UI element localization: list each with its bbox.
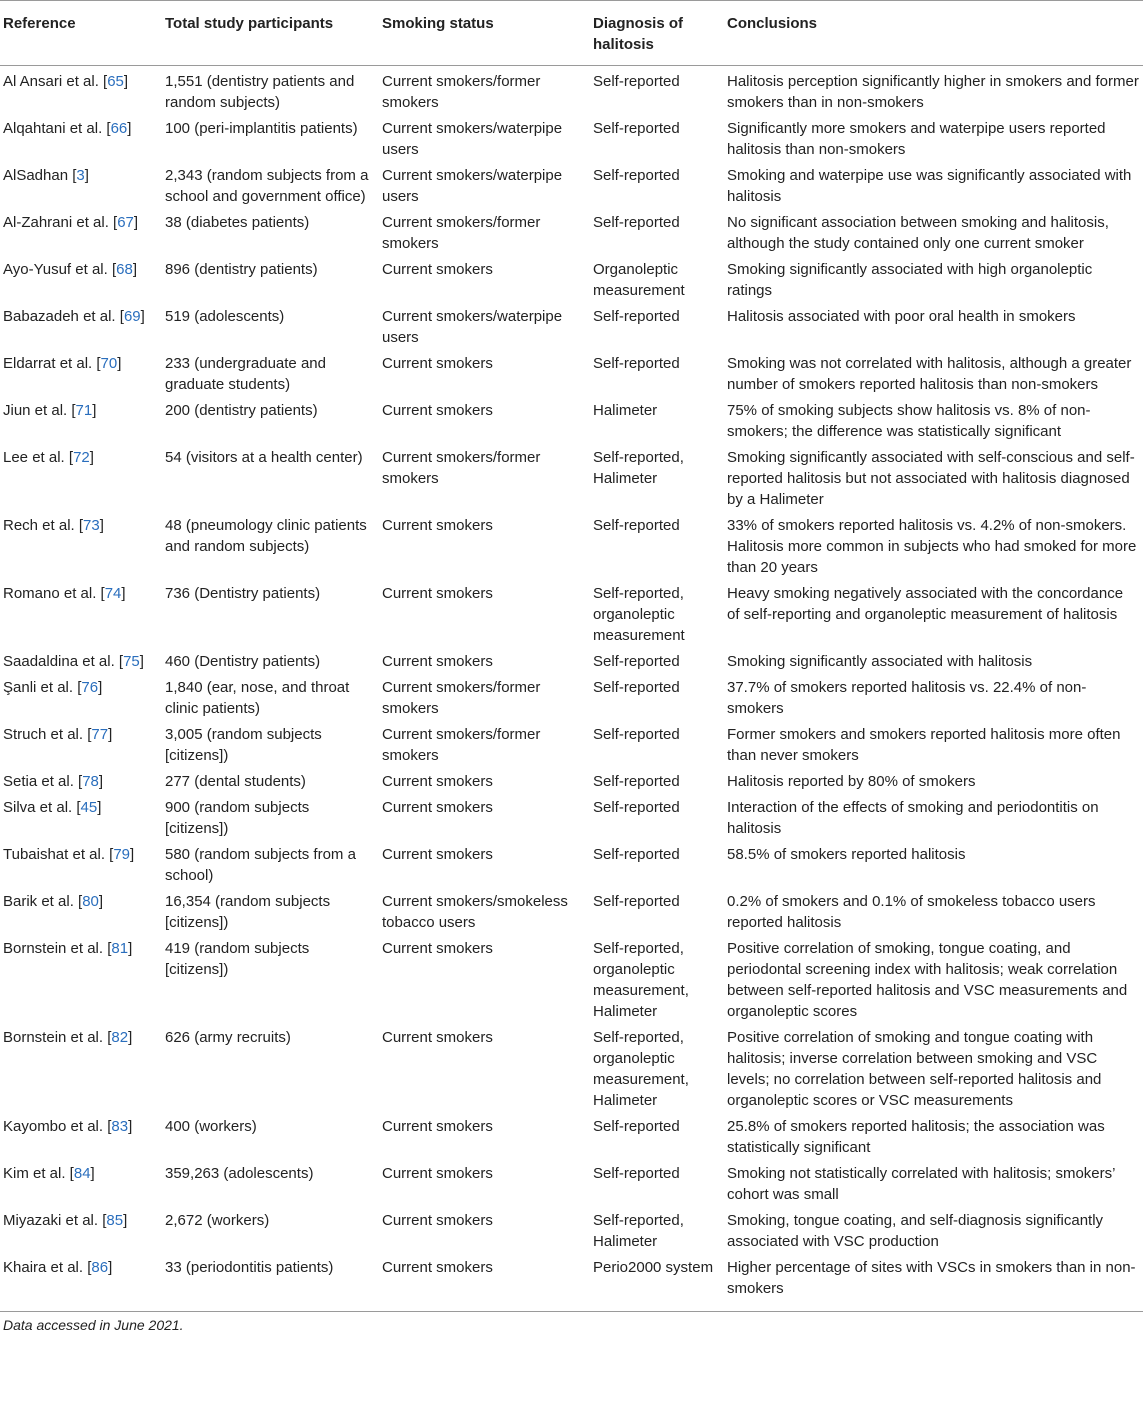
reference-link[interactable]: 84 — [73, 1165, 91, 1182]
cell-conclusions: Smoking, tongue coating, and self-diagnosis significantly associated with VSC production — [727, 1212, 1104, 1250]
cell-conclusions: Smoking significantly associated with halitosis — [727, 653, 1033, 670]
cell-smoking-status: Current smokers/waterpipe users — [382, 308, 563, 346]
reference-link[interactable]: 69 — [123, 308, 141, 325]
cell-smoking-status: Current smokers — [382, 1165, 493, 1182]
cell-reference — [0, 510, 162, 578]
cell-participants: 233 (undergraduate and graduate students) — [165, 355, 326, 393]
cell-reference — [0, 301, 162, 348]
cell-conclusions: 33% of smokers reported halitosis vs. 4.2% of non-smokers. Halitosis more common in subjects who had smoked for more than 20 years — [727, 517, 1137, 576]
reference-author: Bornstein et al. [ — [3, 940, 112, 957]
reference-author: Saadaldina et al. [ — [3, 653, 124, 670]
reference-bracket: ] — [128, 1029, 133, 1046]
cell-smoking-status: Current smokers/former smokers — [382, 679, 541, 717]
cell-diagnosis: Self-reported — [593, 773, 680, 790]
reference-link[interactable]: 85 — [106, 1212, 124, 1229]
reference-bracket: ] — [123, 73, 129, 90]
table-body — [0, 66, 1143, 1312]
reference-bracket: ] — [128, 940, 133, 957]
reference-bracket: ] — [89, 449, 94, 466]
reference-bracket: ] — [128, 1118, 133, 1135]
cell-conclusions: Significantly more smokers and waterpipe users reported halitosis than non-smokers — [727, 120, 1106, 158]
reference-link[interactable]: 72 — [73, 449, 90, 466]
cell-reference — [0, 672, 162, 719]
cell-conclusions: 37.7% of smokers reported halitosis vs. 22.4% of non-smokers — [727, 679, 1087, 717]
reference-link[interactable]: 65 — [107, 73, 124, 90]
cell-diagnosis: Self-reported — [593, 846, 680, 863]
cell-reference — [0, 348, 162, 395]
cell-smoking-status: Current smokers — [382, 653, 493, 670]
cell-conclusions: Former smokers and smokers reported halitosis more often than never smokers — [727, 726, 1121, 764]
cell-smoking-status: Current smokers — [382, 1029, 493, 1046]
cell-reference — [0, 395, 162, 442]
cell-conclusions: Smoking was not correlated with halitosis, although a greater number of smokers reported halitosis than non-smokers — [727, 355, 1132, 393]
cell-participants: 277 (dental students) — [165, 773, 306, 790]
cell-smoking-status: Current smokers/former smokers — [382, 449, 541, 487]
table-row — [0, 395, 1143, 442]
table-row — [0, 348, 1143, 395]
table-row — [0, 1111, 1143, 1158]
reference-link[interactable]: 81 — [111, 940, 129, 957]
reference-bracket: ] — [130, 846, 135, 863]
table-row — [0, 672, 1143, 719]
reference-link[interactable]: 75 — [123, 653, 140, 670]
reference-link[interactable]: 67 — [117, 214, 134, 231]
reference-bracket: ] — [123, 1212, 128, 1229]
reference-author: AlSadhan [ — [3, 167, 77, 184]
reference-link[interactable]: 86 — [91, 1259, 109, 1276]
header-smoking-status: Smoking status — [379, 1, 590, 66]
cell-participants: 38 (diabetes patients) — [165, 214, 310, 231]
cell-smoking-status: Current smokers — [382, 402, 493, 419]
reference-link[interactable]: 66 — [110, 120, 128, 137]
cell-smoking-status: Current smokers — [382, 773, 493, 790]
cell-smoking-status: Current smokers/smokeless tobacco users — [382, 893, 568, 931]
cell-smoking-status: Current smokers/waterpipe users — [382, 167, 563, 205]
cell-participants: 200 (dentistry patients) — [165, 402, 318, 419]
cell-participants: 54 (visitors at a health center) — [165, 449, 363, 466]
cell-smoking-status: Current smokers — [382, 799, 493, 816]
cell-smoking-status: Current smokers — [382, 355, 493, 372]
reference-link[interactable]: 68 — [116, 261, 133, 278]
cell-diagnosis: Organoleptic measurement — [593, 261, 685, 299]
table-row — [0, 719, 1143, 766]
table-row — [0, 442, 1143, 510]
cell-participants: 900 (random subjects [citizens]) — [165, 799, 310, 837]
reference-author: Ayo-Yusuf et al. [ — [3, 261, 117, 278]
table-row — [0, 766, 1143, 792]
reference-bracket: ] — [108, 726, 113, 743]
cell-diagnosis: Self-reported — [593, 214, 680, 231]
cell-participants: 2,672 (workers) — [165, 1212, 270, 1229]
reference-bracket: ] — [139, 653, 144, 670]
cell-conclusions: Positive correlation of smoking, tongue coating, and periodontal screening index with halitosis; weak correlation between self-reported halitosis and VSC measurements and organoleptic scores — [727, 940, 1128, 1020]
cell-reference — [0, 1252, 162, 1312]
cell-conclusions: No significant association between smoking and halitosis, although the study contained only one current smoker — [727, 214, 1109, 252]
cell-participants: 100 (peri-implantitis patients) — [165, 120, 358, 137]
cell-participants: 419 (random subjects [citizens]) — [165, 940, 310, 978]
table-row — [0, 839, 1143, 886]
cell-diagnosis: Self-reported — [593, 1165, 680, 1182]
cell-reference — [0, 66, 162, 114]
cell-participants: 400 (workers) — [165, 1118, 257, 1135]
cell-reference — [0, 254, 162, 301]
table-row — [0, 886, 1143, 933]
header-row — [0, 1, 1143, 66]
cell-diagnosis: Self-reported — [593, 167, 680, 184]
cell-conclusions: 75% of smoking subjects show halitosis vs. 8% of non-smokers; the difference was statistically significant — [727, 402, 1091, 440]
reference-bracket: ] — [98, 773, 104, 790]
reference-bracket: ] — [117, 355, 122, 372]
reference-author: Romano et al. [ — [3, 585, 105, 602]
table-row — [0, 933, 1143, 1022]
reference-author: Şanli et al. [ — [3, 679, 82, 696]
reference-bracket: ] — [98, 893, 104, 910]
reference-link[interactable]: 74 — [104, 585, 122, 602]
reference-author: Jiun et al. [ — [3, 402, 76, 419]
reference-author: Struch et al. [ — [3, 726, 92, 743]
cell-reference — [0, 792, 162, 839]
reference-author: Al-Zahrani et al. [ — [3, 214, 118, 231]
cell-reference — [0, 1022, 162, 1111]
cell-reference — [0, 933, 162, 1022]
cell-participants: 580 (random subjects from a school) — [165, 846, 356, 884]
reference-link[interactable]: 76 — [81, 679, 99, 696]
table-row — [0, 1158, 1143, 1205]
cell-smoking-status: Current smokers/former smokers — [382, 726, 541, 764]
cell-reference — [0, 442, 162, 510]
cell-reference — [0, 207, 162, 254]
reference-link[interactable]: 79 — [113, 846, 131, 863]
table-row — [0, 66, 1143, 114]
cell-reference — [0, 578, 162, 646]
cell-smoking-status: Current smokers — [382, 585, 493, 602]
table-row — [0, 510, 1143, 578]
cell-conclusions: Halitosis associated with poor oral health in smokers — [727, 308, 1076, 325]
cell-diagnosis: Self-reported — [593, 799, 680, 816]
table-row — [0, 113, 1143, 160]
reference-link[interactable]: 80 — [82, 893, 99, 910]
cell-diagnosis: Self-reported — [593, 1118, 680, 1135]
cell-diagnosis: Self-reported, organoleptic measurement — [593, 585, 685, 644]
reference-author: Miyazaki et al. [ — [3, 1212, 107, 1229]
reference-bracket: ] — [99, 517, 104, 534]
cell-diagnosis: Self-reported — [593, 679, 680, 696]
reference-bracket: ] — [90, 1165, 95, 1182]
cell-participants: 359,263 (adolescents) — [165, 1165, 314, 1182]
cell-reference — [0, 719, 162, 766]
reference-bracket: ] — [140, 308, 145, 325]
cell-reference — [0, 766, 162, 792]
cell-participants: 1,551 (dentistry patients and random subjects) — [165, 73, 355, 111]
cell-conclusions: 25.8% of smokers reported halitosis; the association was statistically significant — [727, 1118, 1105, 1156]
cell-conclusions: 58.5% of smokers reported halitosis — [727, 846, 966, 863]
table-header — [0, 1, 1143, 66]
cell-diagnosis: Self-reported — [593, 726, 680, 743]
cell-conclusions: Higher percentage of sites with VSCs in smokers than in non-smokers — [724, 1252, 1143, 1312]
cell-conclusions: Smoking not statistically correlated with halitosis; smokers’ cohort was small — [727, 1165, 1115, 1203]
reference-author: Babazadeh et al. [ — [3, 308, 124, 325]
cell-smoking-status: Current smokers/former smokers — [382, 214, 541, 252]
reference-link[interactable]: 70 — [100, 355, 118, 372]
cell-conclusions: Heavy smoking negatively associated with the concordance of self-reporting and organoleptic measurement of halitosis — [727, 585, 1124, 623]
reference-author: Tubaishat et al. [ — [3, 846, 114, 863]
reference-link[interactable]: 73 — [83, 517, 100, 534]
table-row — [0, 646, 1143, 672]
cell-participants: 48 (pneumology clinic patients and random subjects) — [165, 517, 367, 555]
reference-bracket: ] — [121, 585, 126, 602]
reference-author: Barik et al. [ — [3, 893, 83, 910]
cell-participants: 736 (Dentistry patients) — [165, 585, 321, 602]
cell-diagnosis: Self-reported — [593, 517, 680, 534]
table-row — [0, 207, 1143, 254]
table-row — [0, 301, 1143, 348]
table-row — [0, 578, 1143, 646]
reference-author: Alqahtani et al. [ — [3, 120, 111, 137]
cell-reference — [0, 1158, 162, 1205]
reference-bracket: ] — [127, 120, 132, 137]
reference-bracket: ] — [98, 679, 103, 696]
cell-diagnosis: Self-reported — [593, 355, 680, 372]
table-row — [0, 254, 1143, 301]
cell-diagnosis: Perio2000 system — [590, 1252, 724, 1312]
cell-diagnosis: Self-reported — [593, 893, 680, 910]
cell-diagnosis: Self-reported — [593, 653, 680, 670]
cell-diagnosis: Halimeter — [593, 402, 658, 419]
cell-conclusions: Halitosis perception significantly higher in smokers and former smokers than in non-smokers — [727, 73, 1139, 111]
cell-conclusions: Smoking significantly associated with high organoleptic ratings — [727, 261, 1093, 299]
cell-conclusions: Halitosis reported by 80% of smokers — [727, 773, 976, 790]
cell-diagnosis: Self-reported — [593, 120, 680, 137]
cell-reference — [0, 886, 162, 933]
reference-link[interactable]: 83 — [111, 1118, 129, 1135]
cell-conclusions: Smoking and waterpipe use was significantly associated with halitosis — [727, 167, 1132, 205]
reference-author: Bornstein et al. [ — [3, 1029, 112, 1046]
reference-author: Setia et al. [ — [3, 773, 83, 790]
cell-reference — [0, 1205, 162, 1252]
reference-author: Khaira et al. [ — [3, 1259, 92, 1276]
cell-smoking-status: Current smokers — [382, 940, 493, 957]
reference-author: Kayombo et al. [ — [3, 1118, 112, 1135]
cell-participants: 33 (periodontitis patients) — [162, 1252, 379, 1312]
cell-participants: 896 (dentistry patients) — [165, 261, 318, 278]
reference-author: Eldarrat et al. [ — [3, 355, 101, 372]
reference-bracket: ] — [92, 402, 97, 419]
header-reference: Reference — [0, 1, 162, 66]
table-row — [0, 1205, 1143, 1252]
cell-reference — [0, 839, 162, 886]
table-row — [0, 160, 1143, 207]
cell-participants: 1,840 (ear, nose, and throat clinic patients) — [165, 679, 350, 717]
reference-author: Lee et al. [ — [3, 449, 74, 466]
reference-bracket: ] — [97, 799, 102, 816]
reference-link[interactable]: 78 — [82, 773, 99, 790]
table-row — [0, 1252, 1143, 1312]
cell-smoking-status: Current smokers/waterpipe users — [382, 120, 563, 158]
table-footnote: Data accessed in June 2021. — [3, 1317, 184, 1333]
cell-reference — [0, 1111, 162, 1158]
cell-diagnosis: Self-reported — [593, 73, 680, 90]
cell-reference — [0, 113, 162, 160]
cell-participants: 2,343 (random subjects from a school and government office) — [165, 167, 369, 205]
cell-participants: 460 (Dentistry patients) — [165, 653, 321, 670]
cell-diagnosis: Self-reported, Halimeter — [593, 1212, 684, 1250]
cell-participants: 626 (army recruits) — [165, 1029, 291, 1046]
cell-conclusions: Positive correlation of smoking and tongue coating with halitosis; inverse correlation between smoking and VSC levels; no correlation between self-reported halitosis and organoleptic scores or VSC measurements — [727, 1029, 1102, 1109]
reference-link[interactable]: 82 — [111, 1029, 129, 1046]
cell-participants: 16,354 (random subjects [citizens]) — [165, 893, 331, 931]
cell-smoking-status: Current smokers — [382, 1118, 493, 1135]
cell-participants: 3,005 (random subjects [citizens]) — [165, 726, 322, 764]
header-conclusions: Conclusions — [724, 1, 1143, 66]
cell-participants: 519 (adolescents) — [165, 308, 285, 325]
table-row — [0, 1022, 1143, 1111]
reference-link[interactable]: 77 — [91, 726, 109, 743]
cell-smoking-status: Current smokers — [382, 517, 493, 534]
reference-link[interactable]: 45 — [80, 799, 98, 816]
cell-smoking-status: Current smokers — [379, 1252, 590, 1312]
header-participants: Total study participants — [162, 1, 379, 66]
cell-conclusions: Smoking significantly associated with self-conscious and self-reported halitosis but not associated with halitosis diagnosed by a Halimeter — [727, 449, 1135, 508]
cell-smoking-status: Current smokers — [382, 261, 493, 278]
cell-diagnosis: Self-reported — [593, 308, 680, 325]
reference-author: Silva et al. [ — [3, 799, 81, 816]
reference-bracket: ] — [132, 261, 137, 278]
reference-author: Al Ansari et al. [ — [3, 73, 108, 90]
header-diagnosis: Diagnosis of halitosis — [590, 1, 724, 66]
reference-link[interactable]: 3 — [76, 167, 85, 184]
table-row — [0, 792, 1143, 839]
cell-smoking-status: Current smokers/former smokers — [382, 73, 541, 111]
cell-diagnosis: Self-reported, organoleptic measurement, Halimeter — [593, 1029, 689, 1109]
reference-author: Kim et al. [ — [3, 1165, 74, 1182]
cell-reference — [0, 160, 162, 207]
cell-reference — [0, 646, 162, 672]
reference-bracket: ] — [133, 214, 139, 231]
cell-conclusions: Interaction of the effects of smoking and periodontitis on halitosis — [727, 799, 1099, 837]
reference-author: Rech et al. [ — [3, 517, 84, 534]
reference-bracket: ] — [84, 167, 89, 184]
cell-smoking-status: Current smokers — [382, 1212, 493, 1229]
cell-diagnosis: Self-reported, organoleptic measurement, Halimeter — [593, 940, 689, 1020]
cell-diagnosis: Self-reported, Halimeter — [593, 449, 684, 487]
reference-bracket: ] — [108, 1259, 113, 1276]
reference-link[interactable]: 71 — [75, 402, 93, 419]
cell-smoking-status: Current smokers — [382, 846, 493, 863]
cell-conclusions: 0.2% of smokers and 0.1% of smokeless tobacco users reported halitosis — [727, 893, 1096, 931]
